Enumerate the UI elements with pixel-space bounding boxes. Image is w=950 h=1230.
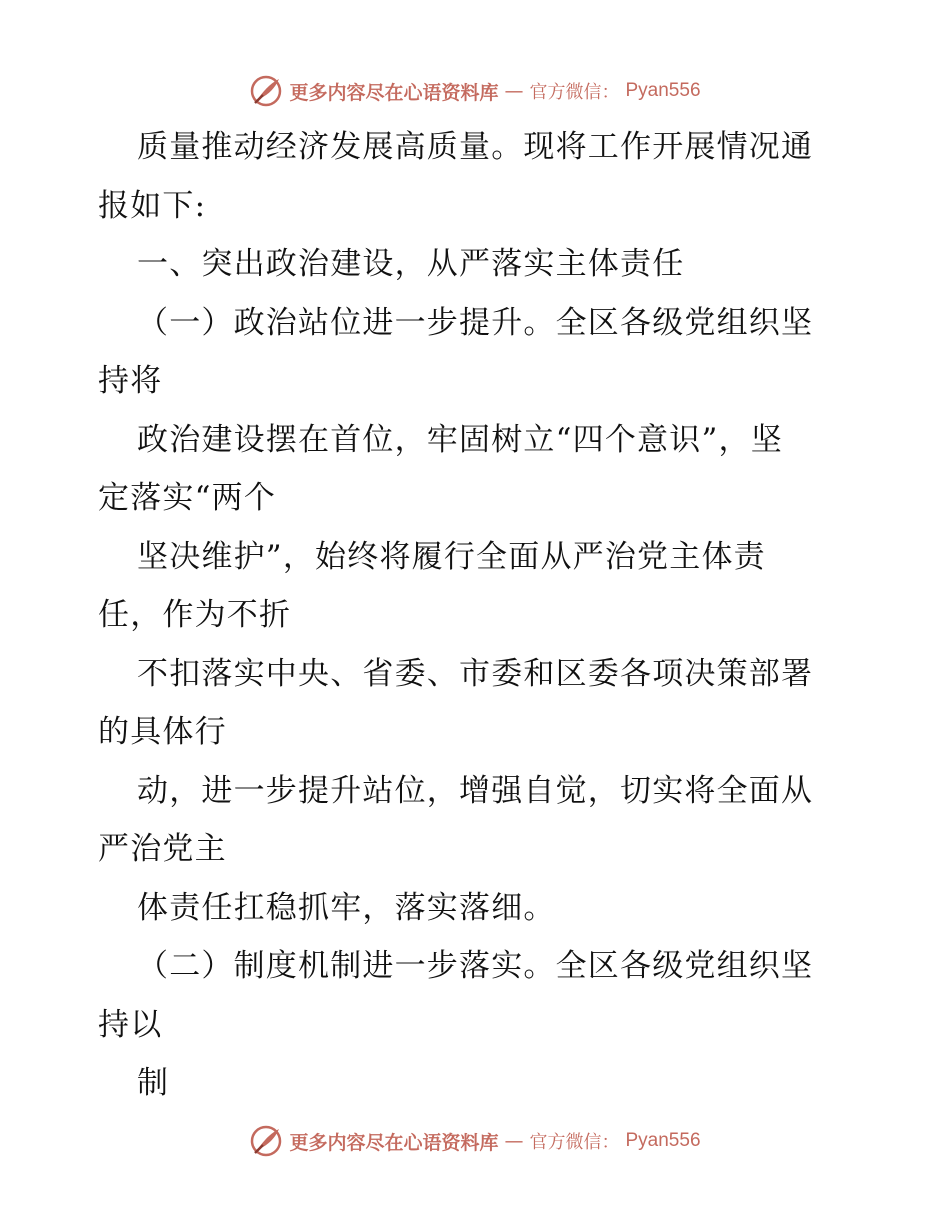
banner-brand-text: 更多内容尽在心语资料库	[289, 1131, 499, 1154]
paragraph-line: 定落实“两个	[98, 480, 277, 516]
banner-wechat-id: Pyan556	[625, 1130, 701, 1151]
banner-dash: —	[504, 80, 524, 102]
paragraph-line: 持将	[98, 363, 163, 399]
banner-wechat-label: 官方微信：	[529, 82, 620, 103]
paragraph-line: 质量推动经济发展高质量。现将工作开展情况通	[137, 129, 814, 165]
header-banner	[0, 71, 950, 111]
paragraph-line: 政治建设摆在首位，牢固树立“四个意识”，坚	[137, 421, 783, 458]
feather-pen-logo-icon	[249, 1124, 283, 1158]
document-body	[98, 118, 858, 1113]
paragraph-line: 坚决维护”，始终将履行全面从严治党主体责	[137, 538, 766, 575]
banner-brand-text: 更多内容尽在心语资料库	[289, 81, 499, 104]
paragraph-line: 体责任扛稳抓牢，落实落细。	[137, 889, 556, 926]
paragraph-line: 严治党主	[98, 831, 227, 867]
banner-dash: —	[504, 1130, 524, 1152]
paragraph-line: （二）制度机制进一步落实。全区各级党组织坚	[137, 948, 814, 984]
paragraph-line: 动，进一步提升站位，增强自觉，切实将全面从	[137, 772, 814, 809]
paragraph-line: 任，作为不折	[98, 597, 292, 633]
banner-wechat-id: Pyan556	[625, 80, 701, 101]
paragraph-line: （一）政治站位进一步提升。全区各级党组织坚	[137, 304, 814, 341]
paragraph-line: 持以	[98, 1006, 163, 1043]
section-heading: 一、突出政治建设，从严落实主体责任	[137, 246, 685, 282]
footer-banner	[0, 1121, 950, 1161]
banner-wechat-label: 官方微信：	[529, 1132, 620, 1153]
paragraph-line: 的具体行	[98, 714, 227, 750]
paragraph-line: 制	[137, 1065, 170, 1101]
feather-pen-logo-icon	[249, 74, 283, 108]
paragraph-line: 不扣落实中央、省委、市委和区委各项决策部署	[137, 655, 814, 692]
paragraph-line: 报如下:	[98, 187, 207, 224]
